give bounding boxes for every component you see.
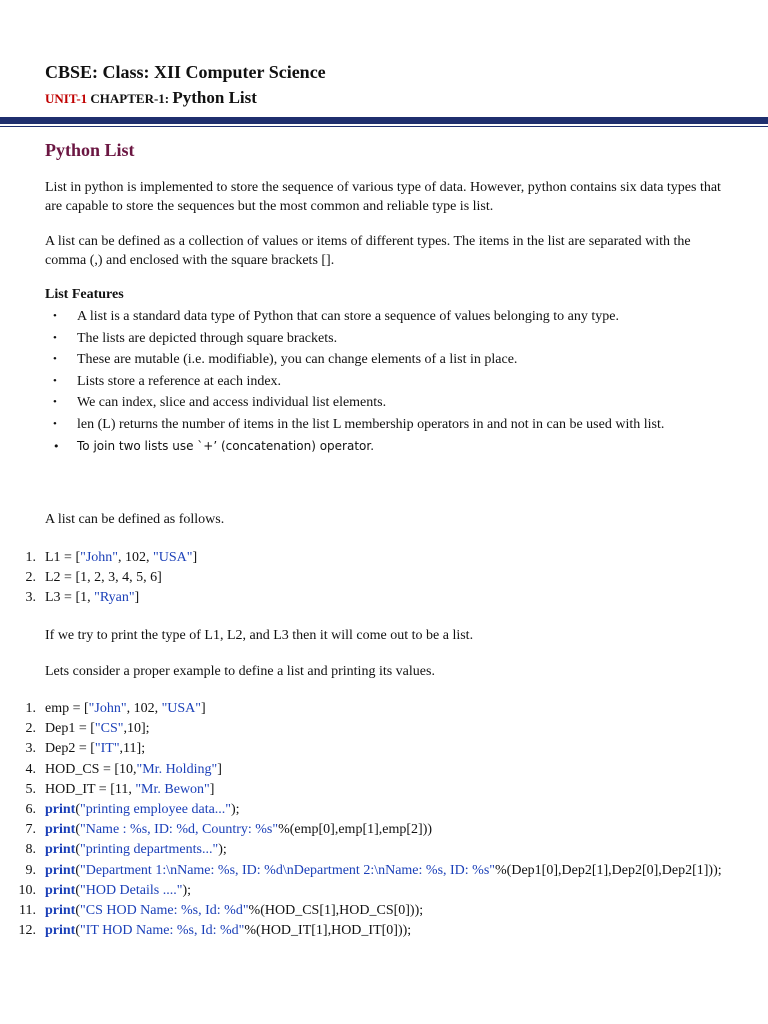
features-heading: List Features	[45, 287, 124, 302]
chapter-topic: Python List	[172, 88, 257, 107]
line-number: 10.	[18, 882, 36, 898]
code-text: %(HOD_CS[1],HOD_CS[0]));	[248, 903, 424, 919]
feature-text: To join two lists use `+’ (concatenation) operator.	[77, 438, 375, 453]
line-number: 1.	[25, 701, 36, 716]
code-line	[0, 861, 755, 881]
line-number: 4.	[25, 761, 36, 777]
code-line	[0, 760, 755, 780]
line-number: 2.	[25, 570, 36, 586]
line-number: 7.	[25, 822, 36, 838]
code-keyword: print	[45, 882, 76, 898]
bullet-icon: •	[53, 310, 57, 322]
unit-label: UNIT-1	[45, 91, 88, 106]
code-string: "IT HOD Name: %s, Id: %d"	[80, 923, 245, 939]
code-text: ]	[209, 781, 215, 797]
code-string: "Mr. Bewon"	[135, 781, 210, 797]
code-text: ]	[134, 590, 140, 606]
header-divider-thin	[0, 126, 768, 127]
type-note: If we try to print the type of L1, L2, and L3 then it will come out to be a list.	[45, 628, 474, 643]
code-text: Dep2 = [	[45, 741, 95, 757]
code-text: %(Dep1[0],Dep2[1],Dep2[0],Dep2[1]));	[495, 862, 722, 878]
code-text: Dep1 = [	[45, 721, 95, 737]
code-line	[0, 568, 755, 588]
code-text: HOD_CS = [10,	[45, 761, 137, 777]
chapter-label: CHAPTER-1:	[90, 91, 170, 106]
feature-text: len (L) returns the number of items in the list L membership operators in and not in can be used with list.	[77, 416, 665, 432]
code-text: L1 = [	[45, 550, 81, 565]
code-line	[0, 901, 755, 921]
feature-item	[53, 371, 753, 393]
code-text: emp = [	[45, 701, 89, 716]
code-keyword: print	[45, 903, 76, 919]
code-text: ]	[201, 701, 206, 716]
code-keyword: print	[45, 842, 76, 858]
code-string: "Name : %s, ID: %d, Country: %s"	[80, 822, 279, 838]
feature-item	[53, 306, 753, 328]
code-line	[0, 820, 755, 840]
code-text: (	[75, 822, 81, 838]
code-string: "CS"	[94, 721, 124, 737]
code-text: (	[75, 862, 81, 878]
code-line	[0, 739, 755, 759]
definition-paragraph: A list can be defined as a collection of values or items of different types. The items in the list are separated with the comma (,) and enclosed with the square brackets [].	[45, 234, 691, 268]
bullet-icon: •	[53, 396, 57, 409]
code-text: HOD_IT = [11,	[45, 781, 136, 797]
code-string: "Ryan"	[94, 590, 135, 606]
code-text: %(emp[0],emp[1],emp[2]))	[278, 822, 433, 838]
code-line	[0, 780, 755, 800]
line-number: 3.	[25, 741, 36, 757]
code-string: "USA"	[153, 550, 193, 565]
code-string: "HOD Details ...."	[80, 882, 183, 898]
feature-item	[53, 414, 753, 436]
feature-text: Lists store a reference at each index.	[77, 373, 282, 389]
line-number: 6.	[25, 802, 36, 818]
code-line	[0, 840, 755, 860]
section-title: Python List	[45, 140, 135, 160]
code-text: , 102,	[118, 550, 153, 565]
code-text: );	[231, 802, 240, 818]
bullet-icon: •	[53, 353, 57, 366]
code-listing-example	[0, 699, 768, 941]
code-string: "printing departments..."	[80, 842, 219, 858]
code-line	[0, 699, 755, 719]
line-number: 2.	[25, 721, 36, 737]
code-line	[0, 719, 755, 739]
feature-item	[53, 436, 753, 458]
example-intro: Lets consider a proper example to define a list and printing its values.	[45, 664, 435, 679]
line-number: 5.	[25, 781, 36, 797]
header-divider-thick	[0, 117, 768, 124]
code-keyword: print	[45, 923, 76, 939]
code-line	[0, 921, 755, 941]
code-text: ,10];	[123, 721, 150, 737]
code-text: ]	[217, 761, 222, 777]
code-text: ]	[192, 550, 198, 565]
bullet-icon: •	[53, 417, 57, 430]
code-text: (	[75, 903, 81, 919]
feature-item	[53, 328, 753, 350]
code-text: L2 = [1, 2, 3, 4, 5, 6]	[45, 570, 162, 586]
line-number: 8.	[25, 842, 36, 858]
bullet-icon: •	[53, 331, 57, 344]
line-number: 1.	[25, 550, 36, 565]
feature-item	[53, 349, 753, 371]
code-text: %(HOD_IT[1],HOD_IT[0]));	[244, 923, 412, 939]
line-number: 3.	[25, 590, 36, 606]
line-number: 9.	[25, 862, 36, 878]
code-string: "CS HOD Name: %s, Id: %d"	[80, 903, 249, 919]
code-string: "IT"	[94, 741, 120, 757]
code-line	[0, 800, 755, 820]
bullet-icon: •	[53, 374, 57, 387]
code-string: "Mr. Holding"	[136, 761, 218, 777]
code-text: (	[75, 802, 81, 818]
code-text: );	[218, 842, 227, 858]
feature-text: We can index, slice and access individual list elements.	[77, 395, 387, 411]
code-text: L3 = [1,	[45, 590, 95, 606]
code-text: (	[75, 842, 81, 858]
code-keyword: print	[45, 862, 76, 878]
line-number: 11.	[19, 903, 36, 919]
feature-text: These are mutable (i.e. modifiable), you can change elements of a list in place.	[77, 352, 518, 368]
code-string: "USA"	[161, 701, 201, 716]
definition-intro: A list can be defined as follows.	[45, 512, 225, 527]
code-string: "Department 1:\nName: %s, ID: %d\nDepartment 2:\nName: %s, ID: %s"	[80, 862, 496, 878]
code-text: (	[75, 923, 81, 939]
code-line	[0, 588, 755, 608]
code-line	[0, 881, 755, 901]
code-text: (	[75, 882, 81, 898]
code-line	[0, 548, 755, 568]
code-listing-definition	[0, 548, 768, 609]
feature-text: A list is a standard data type of Python that can store a sequence of values belonging to any type.	[77, 309, 619, 324]
line-number: 12.	[18, 923, 36, 939]
feature-text: The lists are depicted through square brackets.	[77, 330, 338, 346]
features-list	[53, 306, 753, 457]
chapter-heading	[45, 88, 257, 108]
code-text: );	[182, 882, 191, 898]
code-text: , 102,	[126, 701, 162, 716]
bullet-icon: •	[53, 439, 60, 453]
code-keyword: print	[45, 822, 76, 838]
code-string: "John"	[88, 701, 127, 716]
code-string: "John"	[80, 550, 118, 565]
code-string: "printing employee data..."	[80, 802, 232, 818]
code-text: ,11];	[119, 741, 146, 757]
code-keyword: print	[45, 802, 76, 818]
document-title: CBSE: Class: XII Computer Science	[45, 62, 326, 82]
intro-paragraph: List in python is implemented to store the sequence of various type of data. However, python contains six data types that are capable to store the sequences but the most common and reliable type is list.	[45, 180, 721, 214]
feature-item	[53, 392, 753, 414]
